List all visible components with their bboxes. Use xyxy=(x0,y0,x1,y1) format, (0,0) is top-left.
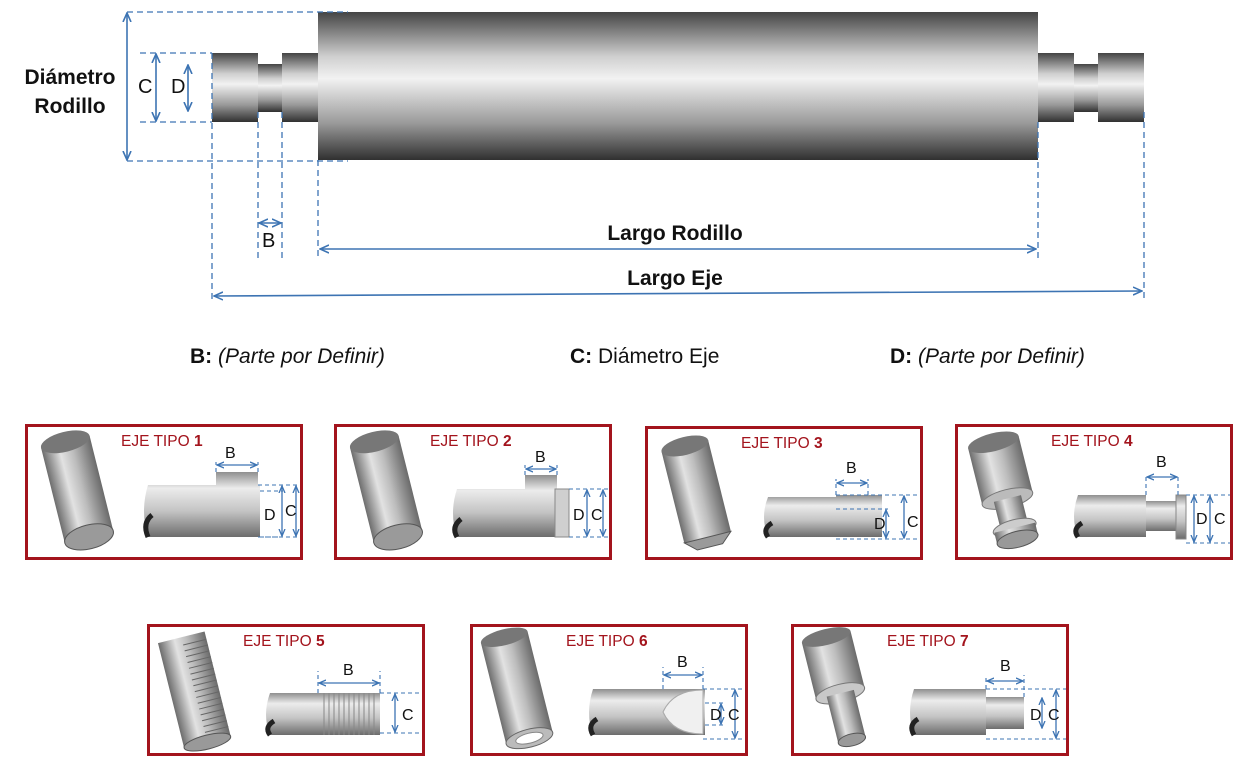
right-shaft-outer xyxy=(1098,53,1144,122)
eje-tipo-4-d: D xyxy=(1196,511,1208,528)
diameter-label-line2: Rodillo xyxy=(34,95,106,118)
c-label: C xyxy=(138,76,153,98)
eje-tipo-7-drawing xyxy=(794,627,1066,753)
legend-c-text: Diámetro Eje xyxy=(598,345,720,368)
eje-tipo-4-b: B xyxy=(1156,454,1167,471)
legend-b-key: B: xyxy=(190,345,213,368)
roller-body xyxy=(318,12,1038,160)
eje-tipo-2-number: 2 xyxy=(502,433,512,450)
eje-tipo-6-c: C xyxy=(728,707,740,724)
eje-tipo-3-b: B xyxy=(846,460,857,477)
eje-tipo-7-prefix: EJE TIPO xyxy=(887,633,960,650)
left-shaft-outer xyxy=(212,53,258,122)
eje-tipo-5-c: C xyxy=(402,707,414,724)
eje-tipo-1-d: D xyxy=(264,507,276,524)
eje-tipo-7-card xyxy=(791,624,1069,756)
eje-tipo-7-b: B xyxy=(1000,658,1011,675)
largo-eje-label: Largo Eje xyxy=(627,267,723,290)
legend-d xyxy=(890,345,1085,369)
legend-c-key: C: xyxy=(570,345,593,368)
eje-tipo-1-number: 1 xyxy=(193,433,203,450)
eje-tipo-6-number: 6 xyxy=(638,633,648,650)
eje-tipo-1-card xyxy=(25,424,303,560)
d-label: D xyxy=(171,76,186,98)
eje-tipo-1-b: B xyxy=(225,445,236,462)
eje-tipo-2-b: B xyxy=(535,449,546,466)
eje-tipo-1-c: C xyxy=(285,503,297,520)
eje-tipo-7-c: C xyxy=(1048,707,1060,724)
eje-tipo-3-card xyxy=(645,426,923,560)
eje-tipo-6-prefix: EJE TIPO xyxy=(566,633,639,650)
eje-tipo-5-card xyxy=(147,624,425,756)
eje-tipo-3-number: 3 xyxy=(813,435,823,452)
eje-tipo-3-prefix: EJE TIPO xyxy=(741,435,814,452)
right-shaft-inner xyxy=(1038,53,1074,122)
eje-tipo-4-drawing xyxy=(958,427,1230,557)
eje-tipo-6-card xyxy=(470,624,748,756)
eje-tipo-2-card xyxy=(334,424,612,560)
eje-tipo-3-d: D xyxy=(874,516,886,533)
left-shaft-inner xyxy=(282,53,318,122)
eje-tipo-5-prefix: EJE TIPO xyxy=(243,633,316,650)
eje-tipo-7-number: 7 xyxy=(959,633,969,650)
eje-tipo-2-prefix: EJE TIPO xyxy=(430,433,503,450)
eje-tipo-2-c: C xyxy=(591,507,603,524)
legend-d-key: D: xyxy=(890,345,913,368)
eje-tipo-6-d: D xyxy=(710,707,722,724)
eje-tipo-3-c: C xyxy=(907,514,919,531)
eje-tipo-3-drawing xyxy=(648,429,920,557)
left-shaft-groove xyxy=(258,64,282,112)
eje-tipo-1-prefix: EJE TIPO xyxy=(121,433,194,450)
largo-rodillo-label: Largo Rodillo xyxy=(607,222,743,245)
eje-tipo-4-card xyxy=(955,424,1233,560)
diameter-rodillo-label xyxy=(10,63,130,121)
legend-c xyxy=(570,345,719,369)
eje-tipo-5-number: 5 xyxy=(315,633,325,650)
eje-tipo-5-drawing xyxy=(150,627,422,753)
eje-tipo-1-drawing xyxy=(28,427,300,557)
legend-b xyxy=(190,345,385,369)
legend-b-text: (Parte por Definir) xyxy=(218,345,385,368)
eje-tipo-4-c: C xyxy=(1214,511,1226,528)
eje-tipo-5-b: B xyxy=(343,662,354,679)
diameter-label-line1: Diámetro xyxy=(24,66,116,89)
eje-tipo-6-drawing xyxy=(473,627,745,753)
eje-tipo-2-drawing xyxy=(337,427,609,557)
legend-d-text: (Parte por Definir) xyxy=(918,345,1085,368)
eje-tipo-4-prefix: EJE TIPO xyxy=(1051,433,1124,450)
eje-tipo-2-d: D xyxy=(573,507,585,524)
b-label: B xyxy=(262,230,276,252)
eje-tipo-7-d: D xyxy=(1030,707,1042,724)
eje-tipo-6-b: B xyxy=(677,654,688,671)
eje-tipo-4-number: 4 xyxy=(1123,433,1133,450)
right-shaft-groove xyxy=(1074,64,1098,112)
